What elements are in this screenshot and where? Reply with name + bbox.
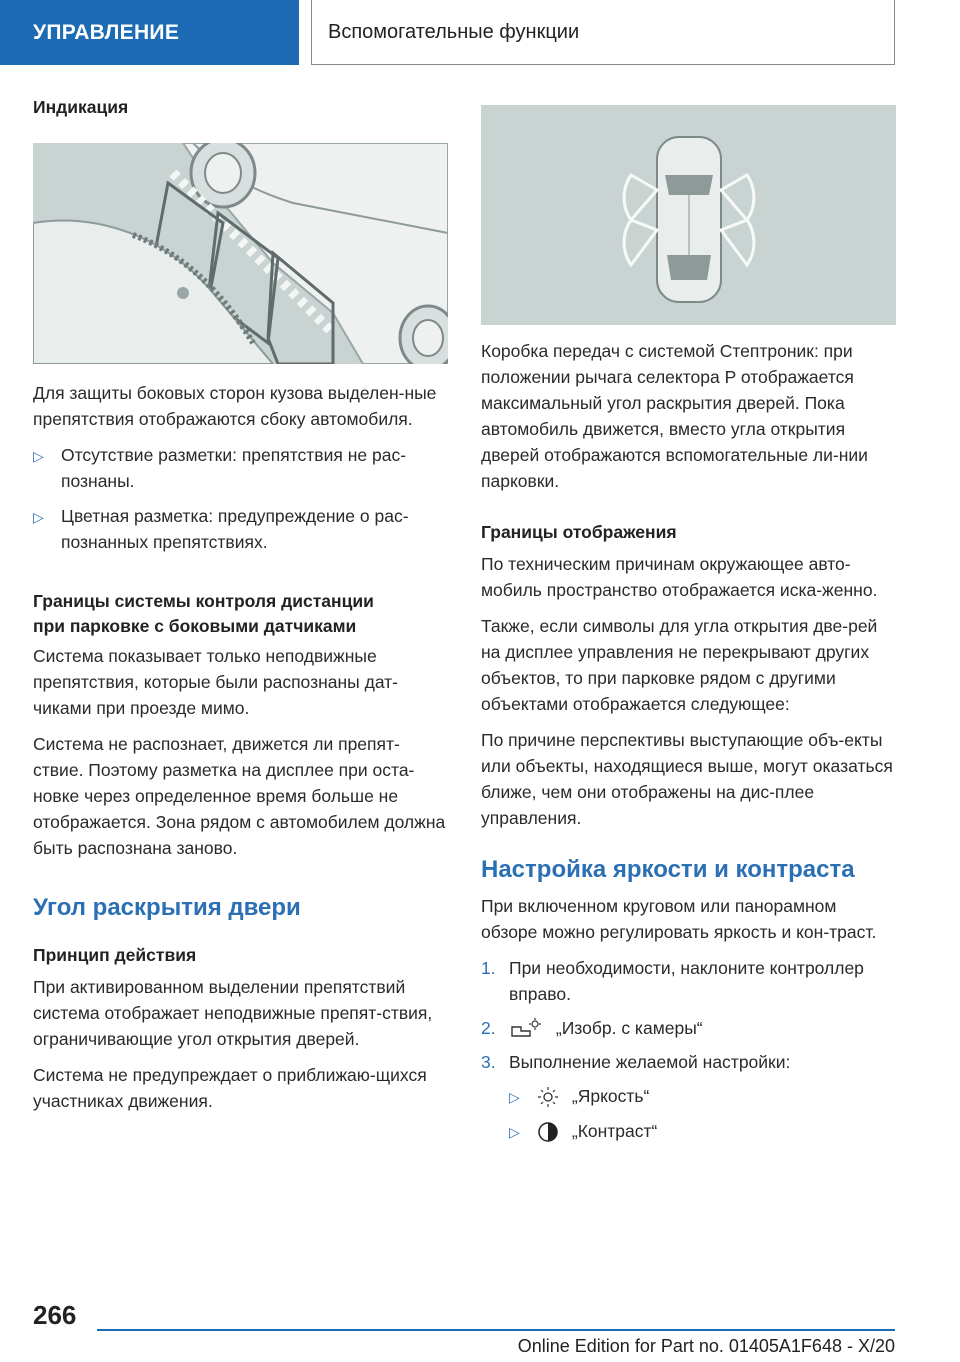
left-column bbox=[33, 95, 448, 1114]
heading-indication: Индикация bbox=[33, 97, 129, 117]
triangle-bullet-icon: ▷ bbox=[509, 1089, 520, 1105]
heading-display-limits: Границы отображения bbox=[481, 522, 677, 542]
heading-principle: Принцип действия bbox=[33, 945, 197, 965]
heading-brightness: Настройка яркости и контраста bbox=[481, 856, 855, 883]
step-item: 1. При необходимости, наклоните контроллер вправо. bbox=[481, 958, 864, 1004]
section-title: УПРАВЛЕНИЕ bbox=[33, 20, 180, 44]
right-column bbox=[481, 105, 896, 1145]
display-text-2: Также, если символы для угла открытия две-рей на дисплее управления не перекрывают других объектов, то при парковке рядом с другими объектами отображается следующее: bbox=[481, 616, 878, 714]
principle-text-2: Система не предупреждает о приближаю-щихся участниках движения. bbox=[33, 1065, 427, 1111]
side-protection-text: Для защиты боковых сторон кузова выделен-ные препятствия отображаются сбоку автомобиля. bbox=[33, 383, 437, 429]
triangle-bullet-icon: ▷ bbox=[33, 509, 44, 525]
section-tab bbox=[0, 0, 299, 65]
chapter-header bbox=[311, 0, 895, 65]
steptronic-text: Коробка передач с системой Стептроник: при положении рычага селектора P отображается максимальный угол раскрытия дверей. Пока автомобиль движется, вместо угла открытия дверей отображаются вспомогательные ли-нии парковки. bbox=[481, 341, 868, 491]
contrast-icon bbox=[537, 1121, 559, 1143]
triangle-bullet-icon: ▷ bbox=[33, 448, 44, 464]
camera-settings-icon bbox=[509, 1018, 543, 1040]
bullet-item: ▷ Цветная разметка: предупреждение о рас-познанных препятствиях. bbox=[33, 503, 448, 555]
limits-text-2: Система не распознает, движется ли препят-ствие. Поэтому разметка на дисплее при оста-новке через определенное время больше не отображается. Зона рядом с автомобилем должна быть распознана заново. bbox=[33, 734, 446, 858]
sub-bullet-contrast: ▷ „Контраст“ bbox=[481, 1118, 896, 1145]
page-number: 266 bbox=[33, 1300, 77, 1330]
principle-text-1: При активированном выделении препятствий система отображает неподвижные препят-ствия, ограничивающие угол открытия дверей. bbox=[33, 977, 433, 1049]
heading-door-angle: Угол раскрытия двери bbox=[33, 894, 301, 921]
sun-icon bbox=[537, 1086, 559, 1108]
bullet-item: ▷ Отсутствие разметки: препятствия не рас-познаны. bbox=[33, 442, 448, 494]
step-item: 3. Выполнение желаемой настройки: bbox=[481, 1052, 791, 1072]
heading-system-limits: Границы системы контроля дистанции при парковке с боковыми датчиками bbox=[33, 591, 374, 636]
limits-text-1: Система показывает только неподвижные препятствия, которые были распознаны дат-чиками при проезде мимо. bbox=[33, 646, 399, 718]
step-item: 2. „Изобр. с камеры“ bbox=[481, 1015, 896, 1041]
chapter-title: Вспомогательные функции bbox=[328, 20, 580, 43]
door-angle-illustration bbox=[481, 105, 896, 325]
triangle-bullet-icon: ▷ bbox=[509, 1124, 520, 1140]
side-parking-illustration bbox=[33, 143, 448, 364]
sub-bullet-brightness: ▷ „Яркость“ bbox=[481, 1083, 896, 1110]
display-text-1: По техническим причинам окружающее авто-мобиль пространство отображается иска-женно. bbox=[481, 554, 878, 600]
edition-footer: Online Edition for Part no. 01405A1F648 - X/20 bbox=[517, 1336, 895, 1356]
footer-divider bbox=[97, 1329, 895, 1331]
brightness-text: При включенном круговом или панорамном обзоре можно регулировать яркость и кон-траст. bbox=[481, 896, 877, 942]
display-text-3: По причине перспективы выступающие объ-екты или объекты, находящиеся выше, могут оказаться ближе, чем они отображены на дис-плее управления. bbox=[481, 730, 893, 828]
